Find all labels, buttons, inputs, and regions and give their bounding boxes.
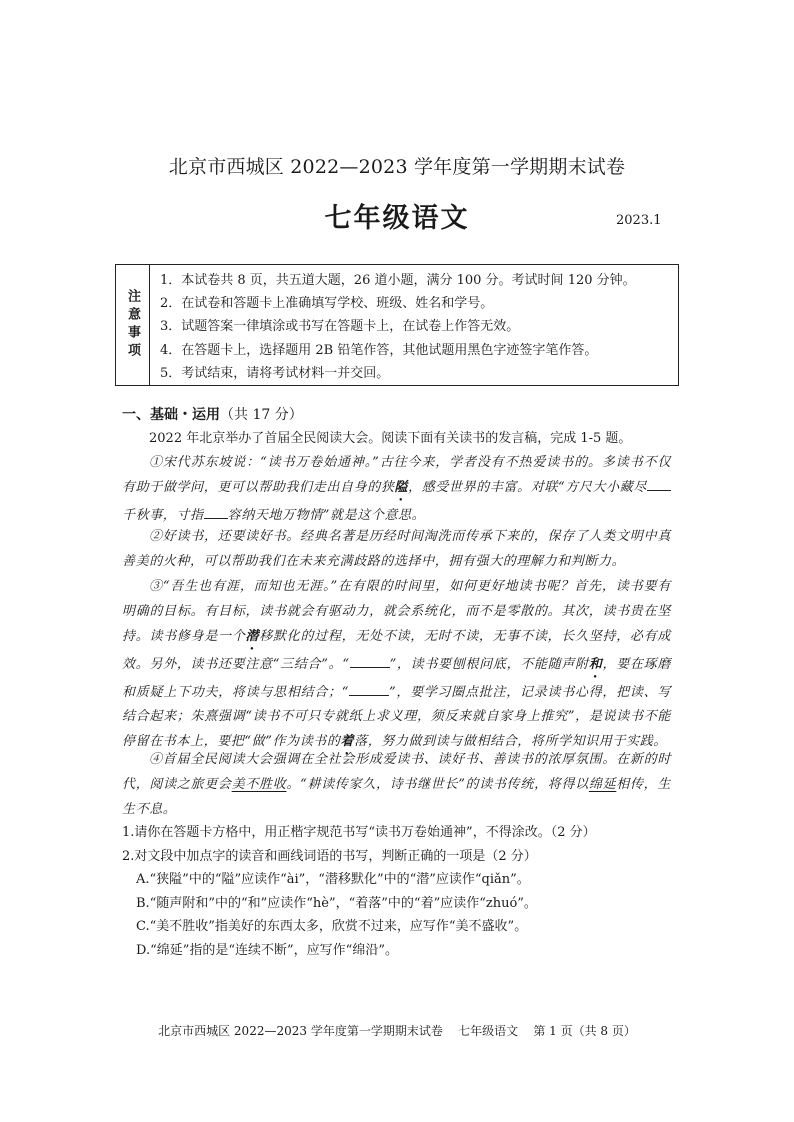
passage-paragraph-3: ③“吾生也有涯，而知也无涯。”在有限的时间里，如何更好地读书呢？首先，读书要有明确的目标。有目标，读书就会有驱动力，就会系统化，而不是零散的。其次，读书贵在坚持。读书修身是一个潜移默化的过程，无处不读，无时不读，无事不读，长久坚持，必有成效。另外，读书还要注意“三结合”。“ ”，读书要刨根问底，不能随声附和，要在琢磨和质疑上下功夫，将读与思相结合；“ ”，要学习圈点批注，记录读书心得，把读、写结合起来；朱熹强调“读书不可只专就纸上求义理，须反来就自家身上推究”，是说读书不能停留在书本上，要把“做”作为读书的着落，努力做到读与做相结合，将所学知识用于实践。 xyxy=(122,579,671,750)
option-a: A.“狭隘”中的“隘”应读作“ài”，“潜移默化”中的“潜”应读作“qiǎn”。 xyxy=(136,872,530,887)
fill-blank xyxy=(350,655,390,668)
notice-item: 1．本试卷共 8 页，共五道大题，26 道小题，满分 100 分。考试时间 120 分钟。 xyxy=(160,273,636,288)
option-c: C.“美不胜收”指美好的东西太多，欣赏不过来，应写作“美不盛收”。 xyxy=(136,919,528,934)
dotted-char: 和 xyxy=(588,656,603,672)
dotted-char: 着 xyxy=(340,734,355,750)
section-title: 一、基础・运用 xyxy=(122,407,220,423)
dotted-char: 潜 xyxy=(245,628,260,644)
exam-subject: 七年级语文 xyxy=(324,203,470,234)
notice-item: 4．在答题卡上，选择题用 2B 铅笔作答，其他试题用黑色字迹签字笔作答。 xyxy=(160,342,598,358)
reading-intro: 2022 年北京举办了首届全民阅读大会。阅读下面有关读书的发言稿，完成 1-5 题。 xyxy=(149,431,632,446)
fill-blank xyxy=(349,683,389,696)
page-footer: 北京市西城区 2022—2023 学年度第一学期期末试卷 七年级语文 第 1 页（共 8 页） xyxy=(158,1024,636,1038)
notice-item: 3．试题答案一律填涂或书写在答题卡上，在试卷上作答无效。 xyxy=(160,319,520,335)
passage-paragraph-2: ②好读书，还要读好书。经典名著是历经时间淘洗而传承下来的，保存了人类文明中真善美的火种，可以帮助我们在未来充满歧路的选择中，拥有强大的理解力和判断力。 xyxy=(122,529,671,569)
passage-paragraph-1: ①宋代苏东坡说：“读书万卷始通神。”古往今来，学者没有不热爱读书的。多读书不仅有助于做学问，更可以帮助我们走出自身的狭隘，感受世界的丰富。对联“方尺大小藏尽千秋事，寸指 容纳天地万物情”就是这个意思。 xyxy=(122,455,671,523)
notice-label xyxy=(116,265,150,385)
section-heading xyxy=(122,404,303,424)
exam-date: 2023.1 xyxy=(616,213,662,228)
fill-blank xyxy=(647,478,671,491)
section-score: （共 17 分） xyxy=(220,407,303,423)
exam-title: 北京市西城区 2022—2023 学年度第一学期期末试卷 xyxy=(168,156,626,178)
option-b: B.“随声附和”中的“和”应读作“hè”，“着落”中的“着”应读作“zhuó”。 xyxy=(136,896,537,911)
dotted-char: 隘 xyxy=(394,479,409,495)
option-d: D.“绵延”指的是“连续不断”，应写作“绵沿”。 xyxy=(136,943,398,958)
fill-blank xyxy=(204,506,228,519)
notice-item: 2．在试卷和答题卡上准确填写学校、班级、姓名和学号。 xyxy=(160,296,494,312)
question-2: 2.对文段中加点字的读音和画线词语的书写，判断正确的一项是（2 分） xyxy=(122,849,537,864)
notice-label-text: 注意事项 xyxy=(125,289,140,361)
passage-paragraph-4: ④首届全民阅读大会强调在全社会形成爱读书、读好书、善读书的浓厚氛围。在新的时代，阅读之旅更会美不胜收。“耕读传家久，诗书继世长”的读书传统，将得以绵延相传，生生不息。 xyxy=(122,752,671,817)
underlined-word: 美不胜收 xyxy=(231,776,287,792)
notice-box xyxy=(115,264,679,386)
notice-list xyxy=(160,269,636,385)
question-1: 1.请你在答题卡方格中，用正楷字规范书写“读书万卷始通神”，不得涂改。（2 分） xyxy=(122,825,596,840)
notice-item: 5．考试结束，请将考试材料一并交回。 xyxy=(160,365,390,381)
underlined-word: 绵延 xyxy=(588,776,617,792)
